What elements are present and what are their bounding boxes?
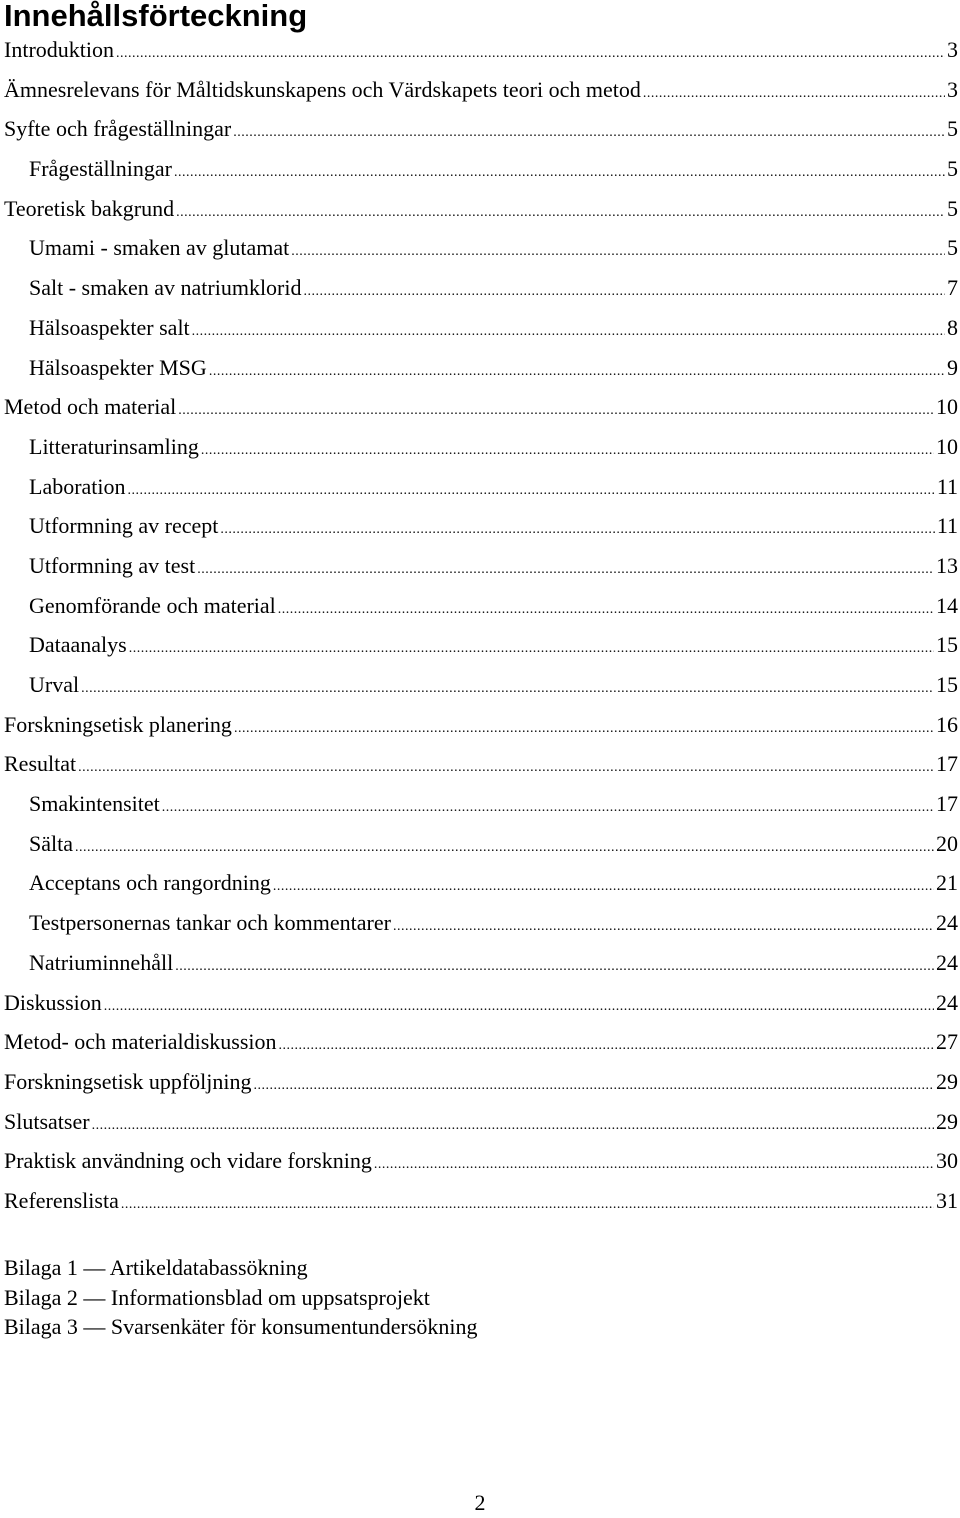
toc-entry-label: Umami - smaken av glutamat [29,235,290,261]
toc-entry-label: Smakintensitet [29,791,160,817]
toc-entry[interactable] [4,625,958,665]
toc-entry[interactable] [4,665,958,705]
toc-entry-page: 24 [936,989,958,1015]
dot-leader [128,471,935,511]
toc-entry[interactable] [4,387,958,427]
toc-entry-page: 8 [947,314,958,340]
toc-entry-label: Salt - smaken av natriumklorid [29,275,302,301]
toc-entry-page: 11 [936,513,958,539]
toc-entry-page: 7 [947,275,958,301]
dot-leader [273,867,934,907]
toc-entry-label: Hälsoaspekter MSG [29,354,207,380]
appendix-item: Bilaga 3 — Svarsenkäter för konsumentundersökning [4,1314,478,1339]
dot-leader [104,987,934,1027]
toc-entry-label: Ämnesrelevans för Måltidskunskapens och Värdskapets teori och metod [4,76,641,102]
toc-entry-page: 27 [936,1029,958,1055]
table-of-contents [4,30,958,1221]
toc-entry[interactable] [4,546,958,586]
appendix-list [4,1253,478,1342]
toc-entry[interactable] [4,1181,958,1221]
toc-entry-page: 24 [936,910,958,936]
dot-leader [374,1145,934,1185]
toc-entry-page: 15 [936,672,958,697]
toc-entry-label: Praktisk användning och vidare forskning [4,1148,372,1174]
toc-entry[interactable] [4,308,958,348]
toc-entry-page: 3 [947,37,958,62]
toc-entry[interactable] [4,1022,958,1062]
toc-entry-page: 30 [936,1148,958,1174]
toc-entry-label: Teoretisk bakgrund [4,195,175,221]
dot-leader [197,550,934,590]
toc-entry-label: Genomförande och material [29,592,276,618]
toc-entry-label: Resultat [4,751,77,777]
toc-entry[interactable] [4,348,958,388]
toc-entry-page: 3 [947,76,958,102]
dot-leader [201,431,934,471]
dot-leader [393,907,934,947]
toc-entry-page: 21 [936,870,958,896]
toc-entry[interactable] [4,983,958,1023]
dot-leader [278,590,934,630]
toc-entry[interactable] [4,1102,958,1142]
toc-entry-label: Frågeställningar [29,156,172,182]
toc-entry-label: Dataanalys [29,632,127,658]
toc-entry[interactable] [4,189,958,229]
dot-leader [116,34,945,74]
toc-entry-page: 17 [936,791,958,817]
toc-entry-page: 13 [936,552,958,578]
toc-entry-label: Urval [29,672,80,697]
toc-entry-label: Syfte och frågeställningar [4,116,232,142]
dot-leader [233,113,945,153]
dot-leader [81,669,934,709]
dot-leader [121,1185,934,1225]
toc-entry-label: Utformning av test [29,552,196,578]
toc-entry-label: Diskussion [4,989,102,1015]
toc-entry-label: Metod och material [4,394,177,420]
toc-entry[interactable] [4,903,958,943]
dot-leader [209,352,945,392]
dot-leader [174,153,945,193]
toc-entry-page: 31 [936,1187,958,1213]
toc-entry-label: Sälta [29,830,73,856]
toc-entry[interactable] [4,1141,958,1181]
toc-entry[interactable] [4,268,958,308]
dot-leader [175,947,934,987]
toc-entry[interactable] [4,586,958,626]
dot-leader [234,709,934,749]
toc-entry[interactable] [4,228,958,268]
dot-leader [75,828,934,868]
toc-entry[interactable] [4,467,958,507]
toc-entry-label: Forskningsetisk planering [4,711,232,737]
toc-entry-page: 14 [936,592,958,618]
dot-leader [162,788,934,828]
toc-entry-label: Acceptans och rangordning [29,870,271,896]
toc-entry[interactable] [4,1062,958,1102]
toc-entry-page: 17 [936,751,958,777]
toc-entry-page: 10 [936,433,958,459]
toc-entry-page: 24 [936,949,958,975]
toc-entry-label: Testpersonernas tankar och kommentarer [29,910,391,936]
toc-entry-label: Litteraturinsamling [29,433,199,459]
dot-leader [643,74,945,114]
dot-leader [192,312,945,352]
toc-entry[interactable] [4,705,958,745]
toc-entry[interactable] [4,863,958,903]
toc-entry[interactable] [4,149,958,189]
toc-entry-label: Forskningsetisk uppföljning [4,1068,252,1094]
toc-entry-page: 5 [947,116,958,142]
dot-leader [254,1066,934,1106]
appendix-item: Bilaga 1 — Artikeldatabassökning [4,1255,308,1280]
toc-entry-page: 15 [936,632,958,658]
appendix-item: Bilaga 2 — Informationsblad om uppsatsprojekt [4,1284,430,1310]
dot-leader [220,510,934,550]
toc-entry[interactable] [4,744,958,784]
toc-entry[interactable] [4,427,958,467]
toc-entry-label: Metod- och materialdiskussion [4,1029,277,1055]
toc-entry-label: Introduktion [4,37,114,62]
dot-leader [78,748,934,788]
toc-entry-page: 5 [947,235,958,261]
toc-entry-page: 5 [947,195,958,221]
toc-entry-page: 9 [947,354,958,380]
page-number: 2 [474,1490,486,1515]
toc-entry-label: Hälsoaspekter salt [29,314,190,340]
dot-leader [176,193,945,233]
toc-entry-page: 29 [936,1068,958,1094]
toc-entry[interactable] [4,30,958,70]
toc-entry-page: 10 [936,394,958,420]
toc-entry[interactable] [4,506,958,546]
toc-entry[interactable] [4,109,958,149]
toc-entry-label: Utformning av recept [29,513,219,539]
toc-entry-page: 5 [947,156,958,182]
dot-leader [279,1026,934,1066]
toc-entry-label: Referenslista [4,1187,119,1213]
page-title: Innehållsförteckning [4,0,308,33]
toc-entry[interactable] [4,784,958,824]
dot-leader [178,391,934,431]
toc-entry[interactable] [4,824,958,864]
toc-entry[interactable] [4,70,958,110]
toc-entry-page: 20 [936,830,958,856]
dot-leader [129,629,934,669]
toc-entry-page: 29 [936,1108,958,1134]
toc-entry-page: 11 [936,473,958,499]
dot-leader [304,272,946,312]
toc-entry-label: Laboration [29,473,126,499]
dot-leader [92,1106,934,1146]
toc-entry-label: Slutsatser [4,1108,90,1134]
toc-entry[interactable] [4,943,958,983]
dot-leader [291,232,945,272]
toc-entry-page: 16 [936,711,958,737]
toc-entry-label: Natriuminnehåll [29,949,174,975]
